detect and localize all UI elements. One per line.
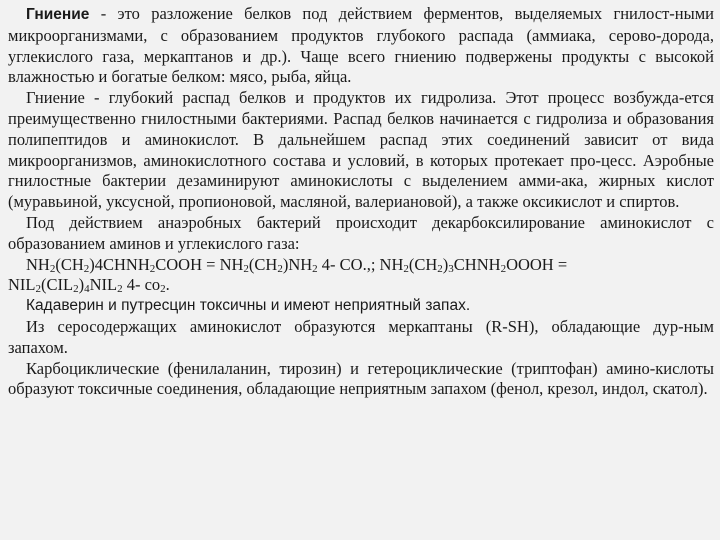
equation-line-2: $NIL_2(CIL_2)_4NIL_2$ 4- $co_2$. (8, 275, 170, 296)
definition-text: - это разложение белков под действием ферментов, выделяемых гнилост-ными микроорганизмами, с образованием продуктов глубокого распада (аммиака, серово-дорода, углекислого газа, меркаптанов и др.). Чаще всего гниению подвержены продукты с высокой влажностью и богатые белком: мясо, рыба, яйца. (8, 4, 714, 87)
paragraph-mercaptans: Из серосодержащих аминокислот образуются меркаптаны (R-SH), обладающие дур-ным запахом. (8, 316, 714, 357)
paragraph-process: Гниение - глубокий распад белков и продуктов их гидролиза. Этот процесс возбужда-ется преимущественно гнилостными бактериями. Распад белков начинается с гидролиза и образования полипептидов и аминокислот. В дальнейшем распад этих соединений зависит от вида микроорганизмов, аминокислотного состава и условий, в которых протекает про-цесс. Аэробные гнилостные бактерии дезаминируют аминокислоты с выделением амми-ака, жирных кислот (муравьиной, уксусной, пропионовой, масляной, валериановой), а также оксикислот и спиртов. (8, 88, 714, 212)
equation-line-1: $NH_2(CH_2)4CHNH_2COOH = NH_2(CH_2)NH_2$ 4- CO.,; $NH_2(CH_2)_3CHNH_2OOOH$ = (26, 254, 568, 275)
paragraph-cadaverine: Кадаверин и путресцин токсичны и имеют неприятный запах. (26, 297, 471, 315)
paragraph-anaerobic: Под действием анаэробных бактерий происходит декарбоксилирование аминокислот с образованием аминов и углекислого газа: (8, 212, 714, 253)
paragraph-aromatic: Карбоциклические (фенилаланин, тирозин) и гетероциклические (триптофан) амино-кислоты образуют токсичные соединения, обладающие неприятным запахом (фенол, крезол, индол, скатол). (8, 358, 714, 399)
term-gnienie: Гниение (26, 6, 90, 23)
paragraph-definition (8, 4, 714, 88)
document-text (8, 4, 714, 400)
